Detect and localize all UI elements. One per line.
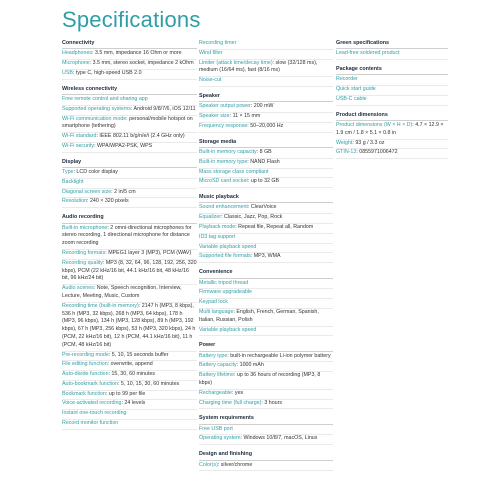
spec-item — [199, 309, 333, 327]
spec-value: : MP3 (8, 32, 64, 96, 128, 192, 256, 320 kbps), PCM (22 kHz/16 bit, 44.1 kHz/16 bit, 48 kHz/16 bit, 96 kHz/24 bit) — [62, 259, 197, 282]
spec-value: : MPEG1 layer 3 (MP3), PCM (WAV) — [105, 249, 192, 256]
spec-section-wireless-connectivity — [62, 86, 197, 153]
spec-label: Bookmark function — [62, 390, 106, 397]
section-heading: Storage media — [199, 139, 333, 148]
spec-value: : 240 × 320 pixels — [87, 198, 129, 205]
spec-label: Wi-Fi security — [62, 142, 95, 149]
spec-item — [336, 76, 448, 86]
spec-value: : 50–20,000 Hz — [247, 122, 284, 129]
spec-label: Wi-Fi standard — [62, 133, 97, 140]
spec-label: Keypad lock — [199, 299, 228, 306]
spec-label: Speaker size — [199, 113, 230, 120]
spec-value: : IEEE 802.11 b/g/n/e/i (2.4 GHz only) — [96, 133, 185, 140]
spec-label: Firmware upgradeable — [199, 289, 252, 296]
spec-value: : 2 omni-directional microphones for stereo recording, 1 directional microphone for distance zoom recording — [62, 224, 192, 247]
spec-label: Mass storage class compliant — [199, 168, 269, 175]
spec-item — [199, 390, 333, 400]
spec-item — [62, 352, 197, 362]
spec-value: : LCD color display — [73, 169, 118, 176]
spec-label: Lead-free soldered product — [336, 50, 400, 57]
section-heading: Music playback — [199, 194, 333, 203]
spec-value: : built-in rechargeable Li-ion polymer battery — [227, 352, 331, 359]
spec-label: Playback mode — [199, 224, 236, 231]
spec-item — [199, 224, 333, 234]
spec-item — [62, 361, 197, 371]
section-heading: Product dimensions — [336, 112, 448, 121]
spec-item — [199, 77, 333, 87]
spec-value: : Note, Speech recognition, Interview, Lecture, Meeting, Music, Custom — [62, 285, 182, 299]
spec-label: Variable playback speed — [199, 243, 257, 250]
spec-item — [199, 289, 333, 299]
spec-value: : overwrite, append — [107, 361, 153, 368]
spec-value: : 2147 h (MP3, 8 kbps), 536 h (MP3, 32 kbps), 268 h (MP3, 64 kbps), 178 h (MP3, 96 kbps), 134 h (MP3, 128 kbps), 89 h (MP3, 192 kbps), 67 h (MP3, 256 kbps), 53 h (MP3, 320 kbps), 24 h (PCM, 22 kHz/16 bit), 12 h (PCM, 44.1 kHz/16 bit), 11 h (PCM, 48 kHz/16 bit) — [62, 302, 196, 348]
spec-section-design-and-finishing — [199, 451, 333, 471]
spec-label: Battery type — [199, 352, 228, 359]
spec-value: : up to 36 hours of recording (MP3, 8 kbps) — [199, 372, 321, 386]
spec-item — [62, 260, 197, 285]
spec-item — [336, 86, 448, 96]
spec-label: Resolution — [62, 198, 88, 205]
spec-label: MicroSD card socket — [199, 178, 248, 185]
spec-label: Auto-divide function — [62, 371, 109, 378]
spec-value: : Windows 10/8/7, macOS, Linux — [240, 435, 318, 442]
spec-label: Record monitor function — [62, 420, 119, 427]
section-heading: Audio recording — [62, 214, 197, 223]
spec-value: : yes — [231, 389, 244, 396]
spec-item — [199, 280, 333, 290]
spec-column-2 — [199, 40, 333, 477]
spec-label: Multi language — [199, 308, 234, 315]
spec-section-package-contents — [336, 66, 448, 106]
spec-item — [336, 50, 448, 60]
spec-label: Wi-Fi communication mode — [62, 115, 127, 122]
spec-value: : 5, 10, 15, 30, 60 minutes — [117, 380, 180, 387]
spec-item — [199, 159, 333, 169]
spec-label: Voice-activated recording — [62, 400, 122, 407]
spec-item — [199, 327, 333, 337]
spec-value: : NAND Flash — [247, 158, 280, 165]
spec-value: : 15, 30, 60 minutes — [108, 371, 156, 378]
spec-value: : Android 9/8/7/6, iOS 12/11 — [130, 105, 196, 112]
spec-label: Quick start guide — [336, 86, 376, 93]
spec-item — [199, 103, 333, 113]
spec-label: Battery capacity — [199, 362, 237, 369]
spec-value: : 3 hours — [261, 399, 283, 406]
spec-value: : type C, high-speed USB 2.0 — [72, 69, 142, 76]
spec-label: Rechargeable — [199, 389, 232, 396]
spec-value: : 3.5 mm, impedance 16 Ohm or more — [92, 50, 182, 57]
spec-item — [199, 299, 333, 309]
spec-item — [62, 391, 197, 401]
spec-value: : Repeat file, Repeat all, Random — [235, 224, 314, 231]
spec-label: Sound enhancement — [199, 204, 248, 211]
section-heading: Green specifications — [336, 40, 448, 49]
spec-section-connectivity — [62, 40, 197, 80]
spec-value: : 24 levels — [121, 400, 146, 407]
spec-label: Type — [62, 169, 74, 176]
page-title: Specifications — [62, 7, 201, 32]
spec-item — [199, 50, 333, 60]
section-heading: Display — [62, 159, 197, 168]
spec-label: Built-in memory type — [199, 158, 248, 165]
spec-label: Speaker output power — [199, 103, 251, 110]
spec-label: Supported file formats — [199, 253, 251, 260]
spec-section-storage-media — [199, 139, 333, 188]
spec-value: : up to 99 per file — [105, 390, 146, 397]
spec-section-power — [199, 342, 333, 409]
spec-item — [199, 169, 333, 179]
section-heading: Wireless connectivity — [62, 86, 197, 95]
spec-item — [199, 60, 333, 78]
spec-value: : 2 in/5 cm — [111, 188, 136, 195]
spec-label: Recording formats — [62, 249, 106, 256]
spec-item — [62, 285, 197, 303]
spec-label: Wind filter — [199, 49, 223, 56]
spec-column-1 — [62, 40, 197, 436]
spec-label: ID3 tag support — [199, 233, 236, 240]
spec-item — [62, 225, 197, 250]
spec-section-continued — [199, 40, 333, 87]
spec-label: USB — [62, 69, 73, 76]
spec-item — [62, 198, 197, 208]
spec-label: Recorder — [336, 76, 358, 83]
section-heading: Connectivity — [62, 40, 197, 49]
section-heading: System requirements — [199, 415, 333, 424]
spec-value: : personal/mobile hotspot on smartphone (tethering) — [62, 115, 193, 130]
spec-value: : MP3, WMA — [250, 253, 281, 260]
spec-item — [62, 410, 197, 420]
spec-item — [62, 169, 197, 179]
spec-item — [62, 189, 197, 199]
spec-item — [336, 140, 448, 150]
spec-label: Free USB port — [199, 425, 233, 432]
spec-item — [62, 303, 197, 352]
spec-item — [336, 122, 448, 140]
spec-item — [336, 96, 448, 106]
spec-label: Built-in microphone — [62, 224, 108, 231]
section-heading: Speaker — [199, 93, 333, 102]
spec-label: GTIN-13 — [336, 149, 357, 156]
section-heading: Design and finishing — [199, 451, 333, 460]
spec-value: : English, French, German, Spanish, Italian, Russian, Polish — [199, 308, 319, 323]
spec-label: Backlight — [62, 178, 84, 185]
spec-section-speaker — [199, 93, 333, 133]
spec-item — [199, 462, 333, 472]
spec-item — [199, 353, 333, 363]
spec-item — [62, 371, 197, 381]
spec-item — [199, 204, 333, 214]
spec-value: : 4.7 × 12.9 × 1.9 cm / 1.8 × 5.1 × 0.8 in — [336, 122, 444, 136]
spec-label: Auto-bookmark function — [62, 380, 118, 387]
spec-item — [62, 50, 197, 60]
spec-section-display — [62, 159, 197, 208]
spec-item — [199, 244, 333, 254]
spec-label: Instant one-touch recording — [62, 410, 127, 417]
spec-value: : 0855971006472 — [356, 149, 398, 156]
spec-column-3 — [336, 40, 448, 165]
spec-label: Equalizer — [199, 214, 222, 221]
spec-value: : silver/chrome — [217, 461, 253, 468]
spec-label: Charging time (full charge) — [199, 399, 262, 406]
spec-item — [199, 253, 333, 263]
spec-label: Metallic tripod thread — [199, 279, 249, 286]
section-heading: Package contents — [336, 66, 448, 75]
spec-label: Pre-recording mode — [62, 351, 109, 358]
spec-value: : 3.5 mm, stereo socket, impedance 2 kOhm — [89, 60, 194, 67]
spec-section-music-playback — [199, 194, 333, 263]
spec-item — [336, 149, 448, 159]
spec-value: : 8 GB — [256, 148, 272, 155]
spec-item — [199, 400, 333, 410]
spec-item — [199, 214, 333, 224]
spec-item — [199, 123, 333, 133]
spec-item — [62, 133, 197, 143]
spec-label: Recording timer — [199, 40, 237, 46]
spec-value: : slow (32/128 ms), medium (16/64 ms), fast (8/16 ms) — [199, 59, 318, 74]
spec-label: Supported operating systems — [62, 105, 131, 112]
spec-item — [199, 372, 333, 390]
spec-label: Diagonal screen size — [62, 188, 112, 195]
spec-label: USB-C cable — [336, 95, 367, 102]
spec-section-system-requirements — [199, 415, 333, 445]
spec-label: Built-in memory capacity — [199, 148, 257, 155]
spec-item — [62, 143, 197, 153]
spec-item — [199, 362, 333, 372]
spec-item — [199, 435, 333, 445]
spec-item — [62, 420, 197, 430]
spec-value: : up to 32 GB — [247, 178, 280, 185]
spec-value: : WPA/WPA2-PSK, WPS — [94, 142, 153, 149]
spec-label: Frequency response — [199, 122, 248, 129]
spec-item — [199, 178, 333, 188]
spec-label: Color(s) — [199, 461, 218, 468]
spec-item — [199, 426, 333, 436]
spec-label: Battery lifetime — [199, 372, 235, 379]
spec-item — [62, 106, 197, 116]
spec-item — [199, 40, 333, 50]
spec-label: Microphone — [62, 60, 90, 67]
spec-item — [62, 250, 197, 260]
spec-item — [62, 179, 197, 189]
spec-label: Recording time (built-in memory) — [62, 302, 139, 309]
spec-label: File editing function — [62, 361, 108, 368]
section-heading: Power — [199, 342, 333, 351]
spec-section-product-dimensions — [336, 112, 448, 159]
spec-item — [62, 400, 197, 410]
spec-item — [62, 60, 197, 70]
spec-label: Product dimensions (W × H × D) — [336, 122, 413, 129]
spec-item — [199, 234, 333, 244]
spec-value: : 1000 mAh — [236, 362, 264, 369]
spec-label: Variable playback speed — [199, 326, 257, 333]
spec-value: : Classic, Jazz, Pop, Rock — [221, 214, 283, 221]
spec-item — [62, 96, 197, 106]
spec-label: Operating system — [199, 435, 241, 442]
spec-section-convenience — [199, 269, 333, 336]
spec-item — [199, 149, 333, 159]
spec-value: : 11 × 15 mm — [229, 113, 261, 120]
spec-label: Weight — [336, 139, 353, 146]
spec-value: : ClearVoice — [247, 204, 277, 211]
spec-item — [62, 116, 197, 134]
spec-value: : 93 g / 3.3 oz — [352, 139, 385, 146]
spec-section-audio-recording — [62, 214, 197, 430]
spec-label: Noise-cut — [199, 77, 222, 84]
spec-label: Recording quality — [62, 259, 103, 266]
spec-item — [199, 113, 333, 123]
spec-label: Limiter (attack time/decay time) — [199, 59, 273, 66]
spec-section-green-specifications — [336, 40, 448, 60]
spec-label: Audio scenes — [62, 285, 94, 292]
section-heading: Convenience — [199, 269, 333, 278]
spec-item — [62, 70, 197, 80]
spec-label: Headphones — [62, 50, 93, 57]
spec-value: : 200 mW — [250, 103, 274, 110]
spec-label: Free remote control and sharing app — [62, 95, 148, 102]
spec-item — [62, 381, 197, 391]
spec-value: : 5, 10, 15 seconds buffer — [108, 351, 169, 358]
